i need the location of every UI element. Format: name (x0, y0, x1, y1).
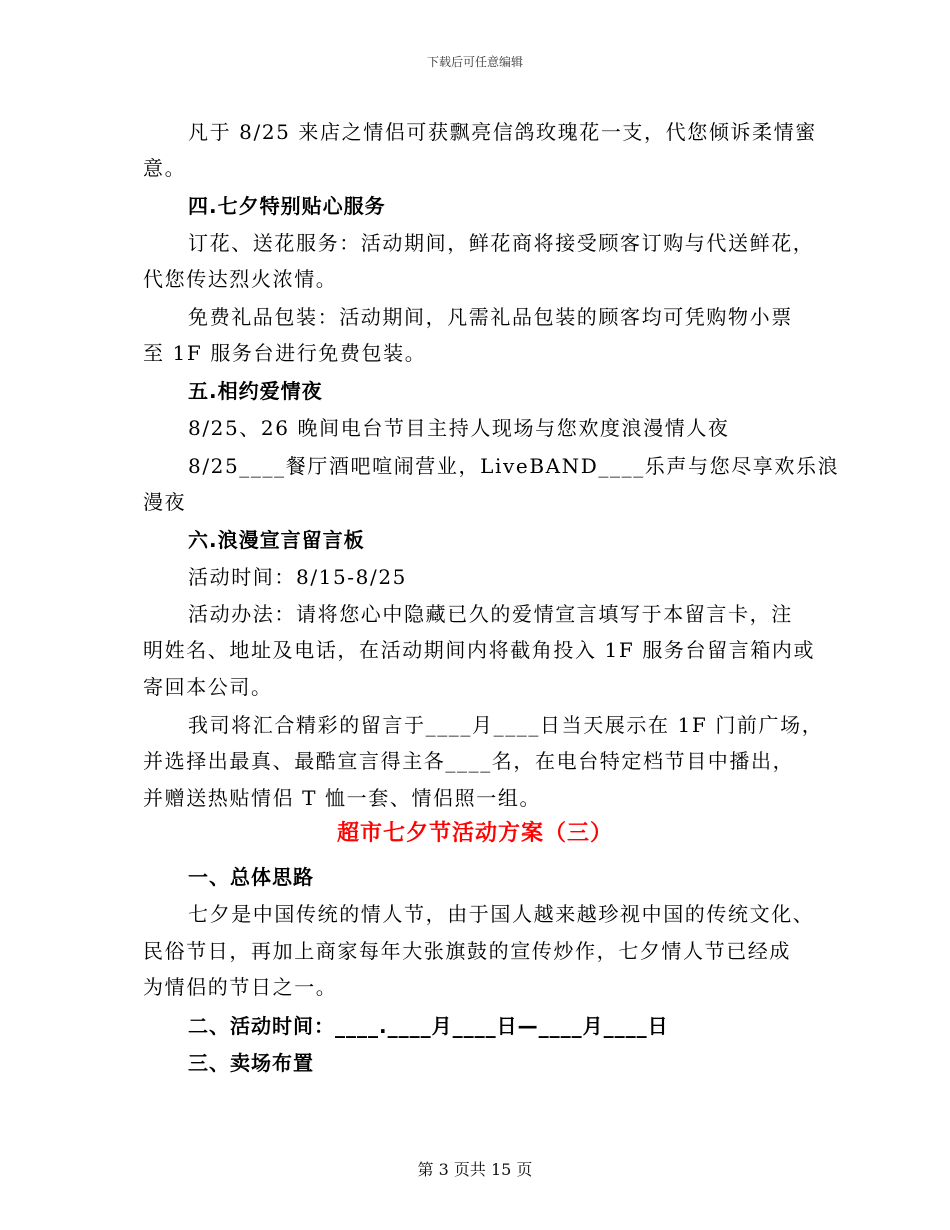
section-heading-3: 三、卖场布置 (188, 1051, 314, 1075)
paragraph-line: 凡于 8/25 来店之情侣可获飘亮信鸽玫瑰花一支，代您倾诉柔情蜜 (188, 120, 817, 144)
paragraph-line: 并赠送热贴情侣 T 恤一套、情侣照一组。 (143, 786, 542, 810)
paragraph-line: 寄回本公司。 (143, 675, 273, 699)
section-heading-5: 五.相约爱情夜 (188, 379, 323, 403)
paragraph-line: 七夕是中国传统的情人节，由于国人越来越珍视中国的传统文化、 (188, 902, 815, 926)
paragraph-line: 代您传达烈火浓情。 (143, 267, 338, 291)
paragraph-line: 免费礼品包装：活动期间，凡需礼品包装的顾客均可凭购物小票 (188, 305, 793, 329)
paragraph-line: 我司将汇合精彩的留言于____月____日当天展示在 1F 门前广场， (188, 713, 824, 737)
section-heading-2: 二、活动时间：____.____月____日—____月____日 (188, 1014, 669, 1038)
page-number: 第 3 页共 15 页 (417, 1160, 533, 1179)
paragraph-line: 民俗节日，再加上商家每年大张旗鼓的宣传炒作，七夕情人节已经成 (143, 939, 791, 963)
header-note: 下载后可任意编辑 (426, 55, 523, 69)
section-heading-1: 一、总体思路 (188, 865, 314, 889)
section-heading-6: 六.浪漫宣言留言板 (188, 528, 365, 552)
paragraph-line: 明姓名、地址及电话，在活动期间内将截角投入 1F 服务台留言箱内或 (143, 638, 816, 662)
paragraph-line: 活动时间：8/15-8/25 (188, 565, 407, 589)
paragraph-line: 8/25、26 晚间电台节目主持人现场与您欢度浪漫情人夜 (188, 416, 730, 440)
paragraph-line: 8/25____餐厅酒吧喧闹营业，LiveBAND____乐声与您尽享欢乐浪 (188, 454, 840, 478)
paragraph-line: 至 1F 服务台进行免费包装。 (143, 341, 427, 365)
section-heading-4: 四.七夕特别贴心服务 (188, 194, 386, 218)
paragraph-line: 漫夜 (143, 490, 187, 514)
paragraph-line: 订花、送花服务：活动期间，鲜花商将接受顾客订购与代送鲜花， (188, 231, 815, 255)
document-title: 超市七夕节活动方案（三） (336, 821, 613, 846)
paragraph-line: 并选择出最真、最酷宣言得主各____名，在电台特定档节目中播出， (143, 749, 795, 773)
paragraph-line: 活动办法：请将您心中隐藏已久的爱情宣言填写于本留言卡，注 (188, 602, 793, 626)
paragraph-line: 意。 (143, 156, 187, 180)
paragraph-line: 为情侣的节日之一。 (143, 975, 338, 999)
